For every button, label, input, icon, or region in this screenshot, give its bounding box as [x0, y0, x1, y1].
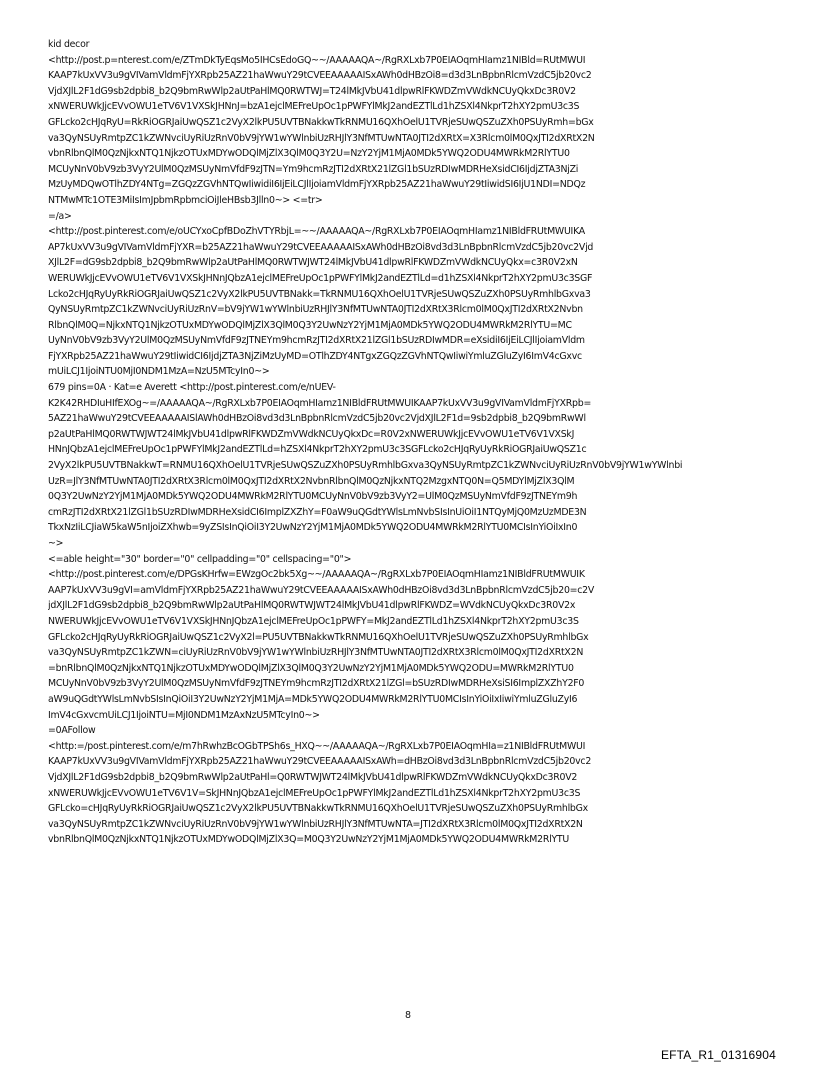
text-line: mUiLCJ1IjoiNTU0MjI0NDM1MzA=NzU5MTcyIn0~>	[48, 366, 270, 378]
text-line: GFLcko2cHJqRyUyRkRiOGRJaiUwQSZ1c2VyX2l=PU5UVTBNakkwTkRNMU16QXhOelU1TVRjeSUwQSZuZXh0PSUyRmhlbGx	[48, 631, 589, 643]
text-line: GFLcko=cHJqRyUyRkRiOGRJaiUwQSZ1c2VyX2lkPU5UVTBNakkwTkRNMU16QXhOelU1TVRjeSUwQSZuZXh0PSUyRmhlbGx	[48, 803, 588, 815]
text-line: QyNSUyRmtpZC1kZWNvciUyRiUzRnV=bV9jYW1wYWlnbiUzRHJlY3NfMTUwNTA0JTI2dXRtX3Rlcm0lM0QxJTI2dXRtX2Nvbn	[48, 304, 583, 316]
text-line: RlbnQlM0Q=NjkxNTQ1NjkzOTUxMDYwODQlMjZlX3QlM0Q3Y2UwNzY2YjM1MjA0MDk5YWQ2ODU4MWRkM2RlYTU=MC	[48, 319, 572, 331]
text-line: FjYXRpb25AZ21haWwuY29tIiwidCI6IjdjZTA3NjZiMzUyMD=OTlhZDY4NTgxZGQzZGVhNTQwIiwiYmluZGluZyI6ImV4cGxvc	[48, 350, 582, 362]
text-line: 679 pins=0A · Kat=e Averett <http://post.pinterest.com/e/nUEV-	[48, 382, 336, 394]
text-line: aW9uQGdtYWlsLmNvbSIsInQiOiI3Y2UwNzY2YjM1MjA=MDk5YWQ2ODU4MWRkM2RlYTU0MCIsInYiOiIxIiwiYmluZGluZyI6	[48, 693, 578, 705]
text-line: <http://post.p=nterest.com/e/ZTmDkTyEqsMo5IHCsEdoGQ~~/AAAAAQA~/RgRXLxb7P0EIAOqmHIamz1NIBld=RUtMWUI	[48, 54, 586, 66]
text-line: vbnRlbnQlM0QzNjkxNTQ1NjkzOTUxMDYwODQlMjZlX3Q=M0Q3Y2UwNzY2YjM1MjA0MDk5YWQ2ODU4MWRkM2RlYTU	[48, 834, 570, 846]
text-line: =bnRlbnQlM0QzNjkxNTQ1NjkzOTUxMDYwODQlMjZlX3QlM0Q3Y2UwNzY2YjM1MjA0MDk5YWQ2ODU=MWRkM2RlYTU0	[48, 662, 574, 674]
text-line: ~>	[48, 538, 64, 549]
text-line: HNnJQbzA1ejclMEFreUpOc1pPWFYlMkJ2andEZTlLd=hZSXl4NkprT2hXY2pmU3c3SGFLcko2cHJqRyUyRkRiOGRJaiUwQSZ1c	[48, 444, 587, 456]
text-line: <http:=/post.pinterest.com/e/m7hRwhzBcOGbTPSh6s_HXQ~~/AAAAAQA~/RgRXLxb7P0EIAOqmHIa=z1NIBldFRUtMWUI	[48, 740, 586, 752]
text-line: =0AFollow	[48, 725, 96, 737]
text-line: 2VyX2lkPU5UVTBNakkwT=RNMU16QXhOelU1TVRjeSUwQSZuZXh0PSUyRmhlbGxva3QyNSUyRmtpZC1kZWNvciUyRiUzRnV0bV9jYW1wYWlnbi	[48, 460, 683, 472]
text-line: UzR=JlY3NfMTUwNTA0JTI2dXRtX3Rlcm0lM0QxJTI2dXRtX2NvbnRlbnQlM0QzNjkxNTQ2MzgxNTQ0N=Q5MDYlMjZlX3QlM	[48, 475, 575, 487]
text-line: kid decor	[48, 39, 90, 50]
text-line: vbnRlbnQlM0QzNjkxNTQ1NjkzOTUxMDYwODQlMjZlX3QlM0Q3Y2U=NzY2YjM1MjA0MDk5YWQ2ODU4MWRkM2RlYTU0	[48, 148, 570, 160]
text-line: NWERUWkJjcEVvOWU1eTV6V1VXSkJHNnJQbzA1ejclMEFreUpOc1pPWFY=MkJ2andEZTlLd1hZSXl4NkprT2hXY2pmU3c3S	[48, 615, 579, 627]
text-line: xNWERUWkJjcEVvOWU1eTV6V1VXSkJHNnJ=bzA1ejclMEFreUpOc1pPWFYlMkJ2andEZTlLd1hZSXl4NkprT2hXY2pmU3c3S	[48, 101, 580, 113]
text-line: KAAP7kUxVV3u9gVIVamVldmFjYXRpb25AZ21haWwuY29tCVEEAAAAAISxAWh=dHBzOi8vd3d3LnBpbnRlcmVzdC5jb20vc2	[48, 756, 592, 768]
text-line: cmRzJTI2dXRtX21lZGl1bSUzRDIwMDRHeXsidCI6ImplZXZhY=F0aW9uQGdtYWlsLmNvbSIsInUiOiI1NTQyMjQ0MzUzMDE3N	[48, 506, 587, 518]
text-line: ImV4cGxvcmUiLCJ1IjoiNTU=MjI0NDM1MzAxNzU5MTcyIn0~>	[48, 709, 320, 721]
bates-number: EFTA_R1_01316904	[660, 1048, 776, 1062]
text-line: 5AZ21haWwuY29tCVEEAAAAAISlAWh0dHBzOi8vd3d3LnBpbnRlcmVzdC5jb20vc2VjdXJlL2F1d=9sb2dpbi8_b2Q9bmRwWl	[48, 413, 586, 425]
text-line: TkxNzIiLCJiaW5kaW5nIjoiZXhwb=9yZSIsInQiOiI3Y2UwNzY2YjM1MjA0MDk5YWQ2ODU4MWRkM2RlYTU0MCIsInYiOiIxIn0	[48, 522, 578, 534]
text-line: WERUWkJjcEVvOWU1eTV6V1VXSkJHNnJQbzA1ejclMEFreUpOc1pPWFYlMkJ2andEZTlLd=d1hZSXl4NkprT2hXY2pmU3c3SGF	[48, 272, 593, 284]
text-line: KAAP7kUxVV3u9gVIVamVldmFjYXRpb25AZ21haWwuY29tCVEEAAAAAISxAWh0dHBzOi8=d3d3LnBpbnRlcmVzdC5jb20vc2	[48, 70, 592, 82]
text-line: K2K42RHDIuHIfEXOg~=/AAAAAQA~/RgRXLxb7P0EIAOqmHIamz1NIBldFRUtMWUIKAAP7kUxVV3u9gVIVamVldmFjYXRpb=	[48, 397, 592, 409]
text-line: MCUyNnV0bV9zb3VyY2UlM0QzMSUyNmVfdF9zJTNEYm9hcmRzJTI2dXRtX21lZGl=bSUzRDIwMDRHeXsiSI6ImplZXZhY2F0	[48, 678, 585, 690]
page-number: 8	[404, 1010, 412, 1021]
text-line: Lcko2cHJqRyUyRkRiOGRJaiUwQSZ1c2VyX2lkPU5UVTBNakk=TkRNMU16QXhOelU1TVRjeSUwQSZuZXh0PSUyRmhlbGxva3	[48, 288, 591, 300]
text-line: <=able height="30" border="0" cellpadding="0" cellspacing="0">	[48, 553, 352, 565]
text-line: MzUyMDQwOTlhZDY4NTg=ZGQzZGVhNTQwIiwidiI6IjEiLCJlIjoiamVldmFjYXRpb25AZ21haWwuY29tIiwidSI6IjU1NDI=NDQz	[48, 179, 586, 191]
text-line: AP7kUxVV3u9gVIVamVldmFjYXR=b25AZ21haWwuY29tCVEEAAAAAISxAWh0dHBzOi8vd3d3LnBpbnRlcmVzdC5jb20vc2Vjd	[48, 241, 594, 253]
text-line: va3QyNSUyRmtpZC1kZWNvciUyRiUzRnV0bV9jYW1wYWlnbiUzRHJlY3NfMTUwNTA0JTI2dXRtX=X3Rlcm0lM0QxJTI2dXRtX2N	[48, 132, 595, 144]
text-line: p2aUtPaHlMQ0RWTWJWT24lMkJVbU41dlpwRlFKWDZmVWdkNCUyQkxDc=R0V2xNWERUWkJjcEVvOWU1eTV6V1VXSkJ	[48, 428, 575, 440]
text-line: <http://post.pinterest.com/e/oUCYxoCpfBDoZhVTYRbjL=~~/AAAAAQA~/RgRXLxb7P0EIAOqmHIamz1NIBldFRUtMWUIKA	[48, 226, 585, 238]
text-line: 0Q3Y2UwNzY2YjM1MjA0MDk5YWQ2ODU4MWRkM2RlYTU0MCUyNnV0bV9zb3VyY2=UlM0QzMSUyNmVfdF9zJTNEYm9h	[48, 491, 578, 503]
text-line: VjdXJlL2F1dG9sb2dpbi8_b2Q9bmRwWlp2aUtPaHlMQ0RWTWJ=T24lMkJVbU41dlpwRlFKWDZmVWdkNCUyQkxDc3R0V2	[48, 85, 576, 97]
text-line: AAP7kUxVV3u9gVI=amVldmFjYXRpb25AZ21haWwuY29tCVEEAAAAAISxAWh0dHBzOi8vd3d3LnBpbnRlcmVzdC5jb20=c2V	[48, 584, 595, 596]
text-line: VjdXJlL2F1dG9sb2dpbi8_b2Q9bmRwWlp2aUtPaHl=Q0RWTWJWT24lMkJVbU41dlpwRlFKWDZmVWdkNCUyQkxDc3R0V2	[48, 771, 578, 783]
document-body	[48, 37, 770, 848]
text-line: GFLcko2cHJqRyU=RkRiOGRJaiUwQSZ1c2VyX2lkPU5UVTBNakkwTkRNMU16QXhOelU1TVRjeSUwQSZuZXh0PSUyRmh=bGx	[48, 116, 594, 128]
text-line: XJlL2F=dG9sb2dpbi8_b2Q9bmRwWlp2aUtPaHlMQ0RWTWJWT24lMkJVbU41dlpwRlFKWDZmVWdkNCUyQkx=c3R0V2xN	[48, 257, 578, 269]
text-line: va3QyNSUyRmtpZC1kZWNvciUyRiUzRnV0bV9jYW1wYWlnbiUzRHJlY3NfMTUwNTA=JTI2dXRtX3Rlcm0lM0QxJTI2dXRtX2N	[48, 818, 583, 830]
text-line: jdXJlL2F1dG9sb2dpbi8_b2Q9bmRwWlp2aUtPaHlMQ0RWTWJWT24lMkJVbU41dlpwRlFKWDZ=WVdkNCUyQkxDc3R0V2x	[48, 600, 576, 612]
text-line: MCUyNnV0bV9zb3VyY2UlM0QzMSUyNmVfdF9zJTN=Ym9hcmRzJTI2dXRtX21lZGl1bSUzRDIwMDRHeXsidCI6IjdjZTA3NjZi	[48, 163, 579, 175]
text-line: NTMwMTc1OTE3MiIsImJpbmRpbmciOiJleHBsb3Jlln0~> <=tr>	[48, 194, 323, 206]
text-line: =/a>	[48, 210, 72, 222]
text-line: va3QyNSUyRmtpZC1kZWN=ciUyRiUzRnV0bV9jYW1wYWlnbiUzRHJlY3NfMTUwNTA0JTI2dXRtX3Rlcm0lM0QxJTI2dXRtX2N	[48, 647, 584, 659]
text-line: <http://post.pinterest.com/e/DPGsKHrfw=EWzgOc2bk5Xg~~/AAAAAQA~/RgRXLxb7P0EIAOqmHIamz1NIBldFRUtMWUIK	[48, 569, 585, 581]
text-line: xNWERUWkJjcEVvOWU1eTV6V1V=SkJHNnJQbzA1ejclMEFreUpOc1pPWFYlMkJ2andEZTlLd1hZSXl4NkprT2hXY2pmU3c3S	[48, 787, 581, 799]
text-line: UyNnV0bV9zb3VyY2UlM0QzMSUyNmVfdF9zJTNEYm9hcmRzJTI2dXRtX21lZGl1bSUzRDIwMDR=eXsidiI6IjEiLCJlIjoiamVldm	[48, 335, 585, 347]
